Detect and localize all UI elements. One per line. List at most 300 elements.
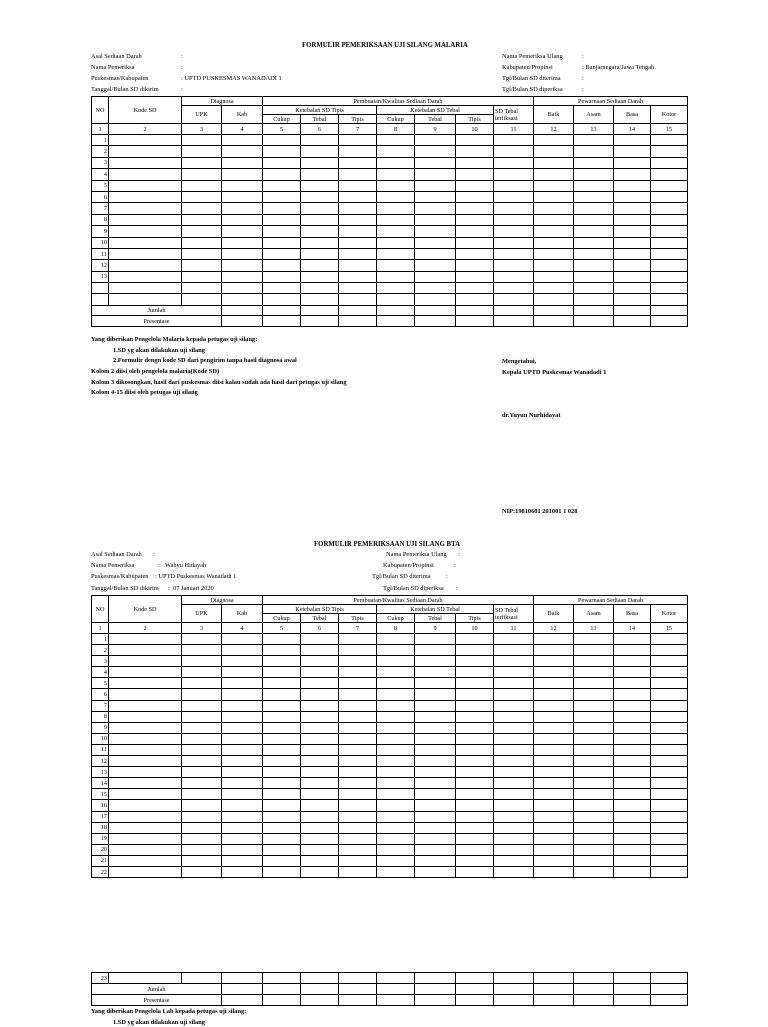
table-cell[interactable] [415,984,456,995]
table-cell[interactable] [377,689,415,700]
table-cell[interactable] [651,778,688,789]
table-cell[interactable] [222,689,263,700]
table-cell[interactable] [456,248,494,259]
table-cell[interactable] [415,214,456,225]
table-cell[interactable] [456,822,494,833]
table-cell[interactable] [222,678,263,689]
table-cell[interactable] [339,700,377,711]
table-cell[interactable] [534,811,574,822]
table-cell[interactable] [301,855,339,866]
table-cell[interactable] [182,822,222,833]
table-cell[interactable] [339,294,377,305]
table-cell[interactable] [339,995,377,1006]
table-cell[interactable] [456,203,494,214]
table-cell[interactable] [415,283,456,294]
table-cell[interactable] [494,203,534,214]
table-cell[interactable] [301,305,339,316]
table-cell[interactable] [263,305,301,316]
table-cell[interactable] [182,767,222,778]
table-cell[interactable] [182,248,222,259]
table-cell[interactable] [456,756,494,767]
table-cell[interactable] [415,700,456,711]
table-cell[interactable] [222,667,263,678]
table-cell[interactable] [614,700,651,711]
table-cell[interactable] [109,744,182,755]
table-cell[interactable] [534,135,574,146]
table-cell[interactable] [534,283,574,294]
table-cell[interactable] [574,995,614,1006]
table-cell[interactable] [651,866,688,877]
table-cell[interactable] [494,248,534,259]
table-cell[interactable] [339,135,377,146]
table-cell[interactable] [651,271,688,282]
table-cell[interactable] [456,700,494,711]
table-cell[interactable] [222,833,263,844]
table-cell[interactable] [494,995,534,1006]
table-cell[interactable] [574,789,614,800]
table-cell[interactable] [574,722,614,733]
table-cell[interactable] [614,667,651,678]
table-cell[interactable] [377,722,415,733]
table-cell[interactable] [534,711,574,722]
table-cell[interactable] [377,146,415,157]
table-cell[interactable] [263,995,301,1006]
table-cell[interactable] [494,271,534,282]
table-cell[interactable] [456,995,494,1006]
table-cell[interactable] [263,689,301,700]
table-cell[interactable] [301,169,339,180]
table-cell[interactable] [456,180,494,191]
table-cell[interactable] [339,260,377,271]
table-cell[interactable] [651,260,688,271]
table-cell[interactable] [222,146,263,157]
table-cell[interactable] [534,866,574,877]
table-cell[interactable] [339,733,377,744]
table-cell[interactable] [494,689,534,700]
table-cell[interactable] [377,645,415,656]
table-cell[interactable] [614,744,651,755]
table-cell[interactable] [301,811,339,822]
table-cell[interactable] [456,169,494,180]
table-cell[interactable] [182,203,222,214]
table-cell[interactable] [651,984,688,995]
table-cell[interactable] [614,711,651,722]
table-cell[interactable] [263,822,301,833]
table-cell[interactable] [494,984,534,995]
table-cell[interactable] [494,789,534,800]
table-cell[interactable] [614,316,651,327]
table-cell[interactable] [339,744,377,755]
table-cell[interactable] [182,260,222,271]
table-cell[interactable] [494,811,534,822]
table-cell[interactable] [574,700,614,711]
table-cell[interactable] [301,700,339,711]
table-cell[interactable] [574,767,614,778]
table-cell[interactable] [415,305,456,316]
table-cell[interactable] [263,733,301,744]
table-cell[interactable] [456,634,494,645]
table-cell[interactable] [109,678,182,689]
table-cell[interactable] [182,157,222,168]
table-cell[interactable] [377,180,415,191]
table-cell[interactable] [109,689,182,700]
table-cell[interactable] [301,833,339,844]
table-cell[interactable] [182,722,222,733]
table-cell[interactable] [339,722,377,733]
table-cell[interactable] [415,645,456,656]
table-cell[interactable] [534,744,574,755]
table-cell[interactable] [456,237,494,248]
table-cell[interactable] [651,844,688,855]
table-cell[interactable] [456,984,494,995]
table-cell[interactable] [651,226,688,237]
table-cell[interactable] [494,146,534,157]
table-cell[interactable] [301,214,339,225]
table-cell[interactable] [377,811,415,822]
table-cell[interactable] [651,973,688,984]
table-cell[interactable] [109,146,182,157]
table-cell[interactable] [109,271,182,282]
table-cell[interactable] [377,294,415,305]
table-cell[interactable] [574,135,614,146]
table-cell[interactable] [574,214,614,225]
table-cell[interactable] [109,214,182,225]
table-cell[interactable] [494,733,534,744]
table-cell[interactable] [651,634,688,645]
table-cell[interactable] [301,237,339,248]
table-cell[interactable] [301,667,339,678]
table-cell[interactable] [263,722,301,733]
table-cell[interactable] [651,283,688,294]
table-cell[interactable] [574,271,614,282]
table-cell[interactable] [651,744,688,755]
table-cell[interactable] [339,645,377,656]
table-cell[interactable] [494,756,534,767]
table-cell[interactable] [339,203,377,214]
table-cell[interactable] [534,169,574,180]
table-cell[interactable] [339,191,377,202]
table-cell[interactable] [614,248,651,259]
table-cell[interactable] [339,146,377,157]
table-cell[interactable] [456,689,494,700]
table-cell[interactable] [109,844,182,855]
table-cell[interactable] [377,203,415,214]
table-cell[interactable] [534,855,574,866]
table-cell[interactable] [574,973,614,984]
table-cell[interactable] [456,973,494,984]
table-cell[interactable] [415,203,456,214]
table-cell[interactable] [182,811,222,822]
table-cell[interactable] [109,973,182,984]
table-cell[interactable] [574,645,614,656]
table-cell[interactable] [109,733,182,744]
table-cell[interactable] [301,656,339,667]
table-cell[interactable] [301,756,339,767]
table-cell[interactable] [415,248,456,259]
table-cell[interactable] [534,271,574,282]
table-cell[interactable] [456,722,494,733]
table-cell[interactable] [651,191,688,202]
table-cell[interactable] [614,811,651,822]
table-cell[interactable] [301,316,339,327]
table-cell[interactable] [415,711,456,722]
table-cell[interactable] [494,767,534,778]
table-cell[interactable] [534,294,574,305]
table-cell[interactable] [614,203,651,214]
table-cell[interactable] [222,180,263,191]
table-cell[interactable] [222,711,263,722]
table-cell[interactable] [614,822,651,833]
table-cell[interactable] [651,722,688,733]
table-cell[interactable] [377,283,415,294]
table-cell[interactable] [415,634,456,645]
table-cell[interactable] [182,833,222,844]
table-cell[interactable] [339,811,377,822]
table-cell[interactable] [574,260,614,271]
table-cell[interactable] [301,733,339,744]
table-cell[interactable] [182,789,222,800]
table-cell[interactable] [574,678,614,689]
table-cell[interactable] [263,645,301,656]
table-cell[interactable] [109,248,182,259]
table-cell[interactable] [534,767,574,778]
table-cell[interactable] [263,756,301,767]
table-cell[interactable] [301,767,339,778]
table-cell[interactable] [456,778,494,789]
table-cell[interactable] [456,789,494,800]
table-cell[interactable] [377,237,415,248]
table-cell[interactable] [182,973,222,984]
table-cell[interactable] [109,767,182,778]
table-cell[interactable] [263,656,301,667]
table-cell[interactable] [415,316,456,327]
table-cell[interactable] [534,995,574,1006]
table-cell[interactable] [614,689,651,700]
table-cell[interactable] [222,226,263,237]
table-cell[interactable] [415,656,456,667]
table-cell[interactable] [574,656,614,667]
table-cell[interactable] [377,800,415,811]
table-cell[interactable] [182,689,222,700]
table-cell[interactable] [534,678,574,689]
table-cell[interactable] [182,191,222,202]
table-cell[interactable] [614,237,651,248]
table-cell[interactable] [182,283,222,294]
table-cell[interactable] [182,744,222,755]
table-cell[interactable] [651,855,688,866]
table-cell[interactable] [614,180,651,191]
table-cell[interactable] [222,811,263,822]
table-cell[interactable] [614,833,651,844]
table-cell[interactable] [109,294,182,305]
table-cell[interactable] [614,678,651,689]
table-cell[interactable] [456,645,494,656]
table-cell[interactable] [182,214,222,225]
table-cell[interactable] [574,756,614,767]
table-cell[interactable] [263,146,301,157]
table-cell[interactable] [534,226,574,237]
table-cell[interactable] [574,667,614,678]
table-cell[interactable] [415,789,456,800]
table-cell[interactable] [651,700,688,711]
table-cell[interactable] [222,800,263,811]
table-cell[interactable] [415,157,456,168]
table-cell[interactable] [651,237,688,248]
table-cell[interactable] [494,667,534,678]
table-cell[interactable] [222,214,263,225]
table-cell[interactable] [109,722,182,733]
table-cell[interactable] [182,711,222,722]
table-cell[interactable] [263,744,301,755]
table-cell[interactable] [534,778,574,789]
table-cell[interactable] [263,135,301,146]
table-cell[interactable] [494,294,534,305]
table-cell[interactable] [109,237,182,248]
table-cell[interactable] [534,667,574,678]
table-cell[interactable] [651,789,688,800]
table-cell[interactable] [301,973,339,984]
table-cell[interactable] [651,203,688,214]
table-cell[interactable] [182,237,222,248]
table-cell[interactable] [109,855,182,866]
table-cell[interactable] [339,157,377,168]
table-cell[interactable] [415,866,456,877]
table-cell[interactable] [301,634,339,645]
table-cell[interactable] [534,316,574,327]
table-cell[interactable] [263,800,301,811]
table-cell[interactable] [301,157,339,168]
table-cell[interactable] [222,844,263,855]
table-cell[interactable] [222,248,263,259]
table-cell[interactable] [494,973,534,984]
table-cell[interactable] [651,767,688,778]
table-cell[interactable] [109,656,182,667]
table-cell[interactable] [222,634,263,645]
table-cell[interactable] [494,711,534,722]
table-cell[interactable] [415,135,456,146]
table-cell[interactable] [494,214,534,225]
table-cell[interactable] [415,678,456,689]
table-cell[interactable] [182,135,222,146]
table-cell[interactable] [377,248,415,259]
table-cell[interactable] [377,634,415,645]
table-cell[interactable] [651,214,688,225]
table-cell[interactable] [222,855,263,866]
table-cell[interactable] [109,135,182,146]
table-cell[interactable] [494,283,534,294]
table-cell[interactable] [651,689,688,700]
table-cell[interactable] [263,214,301,225]
table-cell[interactable] [456,711,494,722]
table-cell[interactable] [456,226,494,237]
table-cell[interactable] [301,271,339,282]
table-cell[interactable] [415,271,456,282]
table-cell[interactable] [222,866,263,877]
table-cell[interactable] [494,822,534,833]
table-cell[interactable] [415,294,456,305]
table-cell[interactable] [182,634,222,645]
table-cell[interactable] [182,146,222,157]
table-cell[interactable] [339,711,377,722]
table-cell[interactable] [614,973,651,984]
table-cell[interactable] [339,789,377,800]
table-cell[interactable] [222,995,263,1006]
table-cell[interactable] [574,984,614,995]
table-cell[interactable] [339,984,377,995]
table-cell[interactable] [614,767,651,778]
table-cell[interactable] [574,822,614,833]
table-cell[interactable] [301,294,339,305]
table-cell[interactable] [182,294,222,305]
table-cell[interactable] [651,811,688,822]
table-cell[interactable] [574,800,614,811]
table-cell[interactable] [574,180,614,191]
table-cell[interactable] [301,180,339,191]
table-cell[interactable] [534,789,574,800]
table-cell[interactable] [534,800,574,811]
table-cell[interactable] [339,973,377,984]
table-cell[interactable] [263,316,301,327]
table-cell[interactable] [574,634,614,645]
table-cell[interactable] [614,789,651,800]
table-cell[interactable] [263,226,301,237]
table-cell[interactable] [534,214,574,225]
table-cell[interactable] [651,656,688,667]
table-cell[interactable] [574,237,614,248]
table-cell[interactable] [534,689,574,700]
table-cell[interactable] [456,733,494,744]
table-cell[interactable] [182,180,222,191]
table-cell[interactable] [263,866,301,877]
table-cell[interactable] [109,778,182,789]
table-cell[interactable] [574,733,614,744]
table-cell[interactable] [109,203,182,214]
table-cell[interactable] [415,822,456,833]
table-cell[interactable] [651,800,688,811]
table-cell[interactable] [182,855,222,866]
table-cell[interactable] [415,260,456,271]
table-cell[interactable] [222,822,263,833]
table-cell[interactable] [651,678,688,689]
table-cell[interactable] [415,237,456,248]
table-cell[interactable] [109,191,182,202]
table-cell[interactable] [574,248,614,259]
table-cell[interactable] [574,855,614,866]
table-cell[interactable] [263,294,301,305]
table-cell[interactable] [534,700,574,711]
table-cell[interactable] [339,656,377,667]
table-cell[interactable] [339,237,377,248]
table-cell[interactable] [456,214,494,225]
table-cell[interactable] [301,678,339,689]
table-cell[interactable] [494,844,534,855]
table-cell[interactable] [614,169,651,180]
table-cell[interactable] [339,678,377,689]
table-cell[interactable] [301,203,339,214]
table-cell[interactable] [109,811,182,822]
table-cell[interactable] [456,800,494,811]
table-cell[interactable] [301,822,339,833]
table-cell[interactable] [263,778,301,789]
table-cell[interactable] [614,733,651,744]
table-cell[interactable] [574,305,614,316]
table-cell[interactable] [494,678,534,689]
table-cell[interactable] [614,855,651,866]
table-cell[interactable] [614,634,651,645]
table-cell[interactable] [222,722,263,733]
table-cell[interactable] [339,778,377,789]
table-cell[interactable] [222,778,263,789]
